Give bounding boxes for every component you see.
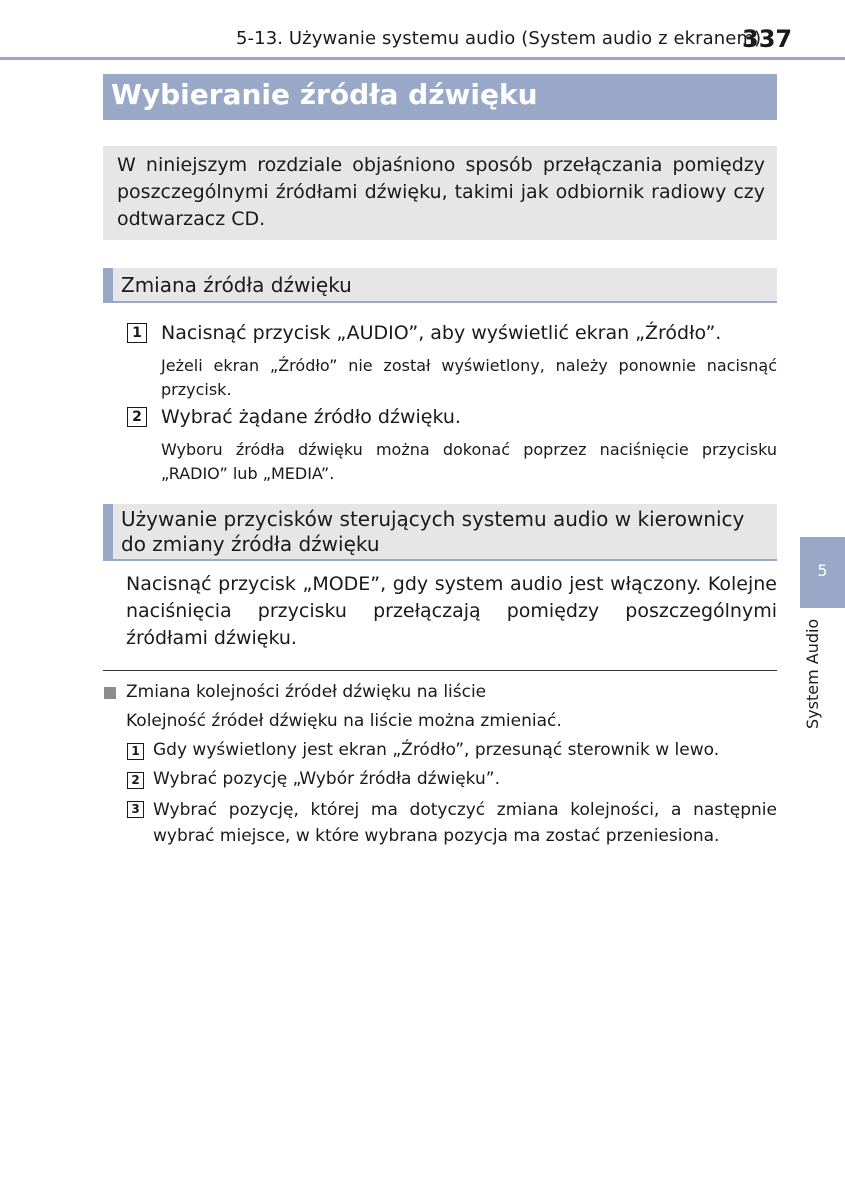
step-text: Gdy wyświetlony jest ekran „Źródło”, przesunąć sterownik w lewo. <box>153 740 720 760</box>
page-title: Wybieranie źródła dźwięku <box>111 78 538 111</box>
chapter-tab-label: System Audio <box>803 618 822 729</box>
square-bullet-icon <box>104 687 116 699</box>
section-heading-bar <box>103 504 777 561</box>
step-note: Wyboru źródła dźwięku można dokonać poprzez naciśnięcie przycisku „RADIO” lub „MEDIA”. <box>161 440 777 483</box>
step-number-box: 1 <box>127 743 144 760</box>
section-body: Nacisnąć przycisk „MODE”, gdy system audio jest włączony. Kolejne naciśnięcia przycisku przełączają pomiędzy poszczególnymi źródłami dźwięku. <box>126 573 777 649</box>
intro-text: W niniejszym rozdziale objaśniono sposób przełączania pomiędzy poszczególnymi źródłami dźwięku, takimi jak odbiornik radiowy czy odtwarzacz CD. <box>117 154 765 230</box>
subsection-heading: Zmiana kolejności źródeł dźwięku na liście <box>126 682 487 702</box>
step-text: Wybrać pozycję „Wybór źródła dźwięku”. <box>153 769 500 789</box>
divider <box>103 670 777 671</box>
step-number-box: 2 <box>127 407 147 427</box>
step-number-box: 1 <box>127 323 147 343</box>
chapter-number: 5 <box>817 561 828 580</box>
step-text: Wybrać żądane źródło dźwięku. <box>161 406 461 428</box>
step-note: Jeżeli ekran „Źródło” nie został wyświetlony, należy ponownie nacisnąć przycisk. <box>161 356 777 399</box>
step-text: Nacisnąć przycisk „AUDIO”, aby wyświetlić ekran „Źródło”. <box>161 322 722 344</box>
step-number-box: 3 <box>127 801 144 818</box>
section-heading-line: do zmiany źródła dźwięku <box>121 532 380 556</box>
running-header: 5-13. Używanie systemu audio (System audio z ekranem) <box>236 28 762 49</box>
page-number: 337 <box>742 25 793 53</box>
section-heading: Zmiana źródła dźwięku <box>121 273 352 297</box>
section-heading-bar <box>103 268 777 303</box>
intro-box <box>103 146 777 240</box>
subsection-intro: Kolejność źródeł dźwięku na liście można zmieniać. <box>126 711 562 731</box>
chapter-tab <box>800 537 845 608</box>
section-heading-line: Używanie przycisków sterujących systemu audio w kierownicy <box>121 507 745 531</box>
title-bar <box>103 74 777 120</box>
step-number-box: 2 <box>127 772 144 789</box>
chapter-tab-label-container <box>801 617 831 732</box>
step-text: Wybrać pozycję, której ma dotyczyć zmiana kolejności, a następnie wybrać miejsce, w które wybrana pozycja ma zostać przeniesiona. <box>153 800 777 846</box>
header-rule <box>0 57 845 60</box>
